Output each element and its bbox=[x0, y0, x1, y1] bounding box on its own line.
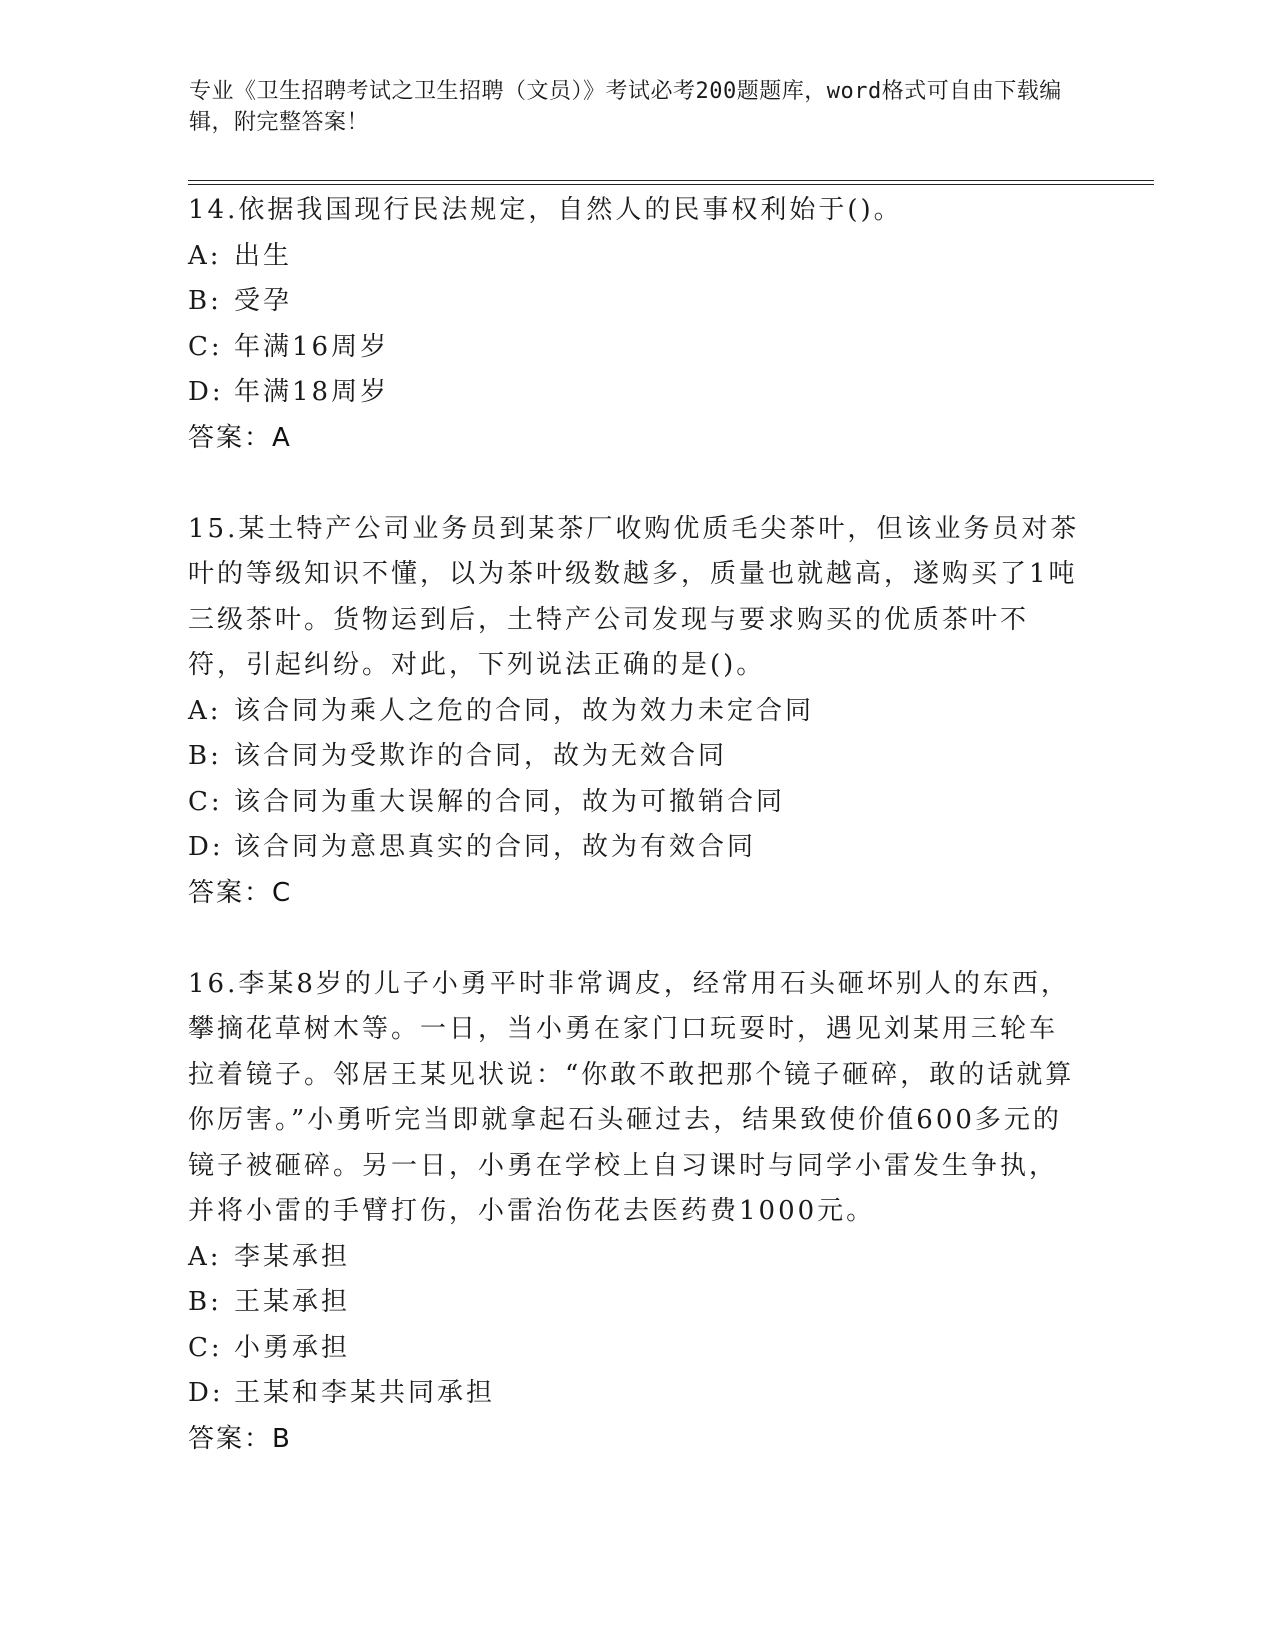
option-key: D: bbox=[188, 1378, 224, 1408]
option-a bbox=[188, 234, 1088, 280]
answer-line: 答案：C bbox=[188, 877, 293, 908]
question-16 bbox=[188, 962, 1088, 1463]
option-text: 王某和李某共同承担 bbox=[234, 1378, 496, 1408]
option-key: A: bbox=[188, 240, 222, 271]
option-d bbox=[188, 1371, 1088, 1417]
option-key: B: bbox=[188, 286, 222, 316]
answer-line: 答案：A bbox=[188, 422, 292, 453]
option-text: 小勇承担 bbox=[234, 1332, 351, 1363]
header-divider-bottom bbox=[188, 184, 1154, 185]
option-b bbox=[188, 279, 1088, 325]
question-stem: 15.某土特产公司业务员到某茶厂收购优质毛尖茶叶，但该业务员对茶叶的等级知识不懂，以为茶叶级数越多，质量也就越高，遂购买了1吨三级茶叶。货物运到后，土特产公司发现与要求购买的优质茶叶不符，引起纠纷。对此，下列说法正确的是()。 bbox=[188, 513, 1080, 680]
option-key: D: bbox=[188, 832, 224, 862]
option-c bbox=[188, 780, 1088, 826]
option-text: 年满16周岁 bbox=[234, 331, 390, 362]
option-key: C: bbox=[188, 1332, 223, 1363]
option-key: A: bbox=[188, 695, 222, 726]
option-text: 该合同为受欺诈的合同，故为无效合同 bbox=[234, 741, 728, 771]
option-a bbox=[188, 689, 1088, 735]
question-14 bbox=[188, 188, 1088, 461]
option-b bbox=[188, 1280, 1088, 1326]
question-stem: 14.依据我国现行民法规定，自然人的民事权利始于()。 bbox=[188, 195, 903, 225]
option-text: 该合同为意思真实的合同，故为有效合同 bbox=[234, 832, 757, 862]
option-c bbox=[188, 325, 1088, 371]
option-key: C: bbox=[188, 331, 223, 362]
option-key: A: bbox=[188, 1241, 222, 1272]
answer-line: 答案：B bbox=[188, 1423, 292, 1454]
option-d bbox=[188, 825, 1088, 871]
option-key: B: bbox=[188, 741, 222, 771]
header-divider-top bbox=[188, 180, 1154, 181]
option-key: B: bbox=[188, 1287, 222, 1317]
option-d bbox=[188, 370, 1088, 416]
option-b bbox=[188, 734, 1088, 780]
option-c bbox=[188, 1326, 1088, 1372]
option-text: 该合同为乘人之危的合同，故为效力未定合同 bbox=[234, 695, 815, 726]
document-intro: 专业《卫生招聘考试之卫生招聘（文员）》考试必考200题题库，word格式可自由下载编辑，附完整答案！ bbox=[189, 79, 1062, 135]
option-text: 受孕 bbox=[234, 286, 293, 316]
option-key: D: bbox=[188, 377, 224, 407]
question-spacer bbox=[188, 461, 1088, 507]
option-text: 年满18周岁 bbox=[234, 377, 390, 407]
question-list bbox=[188, 188, 1088, 1462]
question-15 bbox=[188, 507, 1088, 917]
option-key: C: bbox=[188, 786, 223, 817]
question-spacer bbox=[188, 916, 1088, 962]
option-text: 王某承担 bbox=[234, 1287, 351, 1317]
option-text: 该合同为重大误解的合同，故为可撤销合同 bbox=[234, 786, 786, 817]
option-text: 李某承担 bbox=[234, 1241, 351, 1272]
question-stem: 16.李某8岁的儿子小勇平时非常调皮，经常用石头砸坏别人的东西，攀摘花草树木等。一日，当小勇在家门口玩耍时，遇见刘某用三轮车拉着镜子。邻居王某见状说：“你敢不敢把那个镜子砸碎，敢的话就算你厉害。”小勇听完当即就拿起石头砸过去，结果致使价值600多元的镜子被砸碎。另一日，小勇在学校上自习课时与同学小雷发生争执，并将小雷的手臂打伤，小雷治伤花去医药费1000元。 bbox=[188, 968, 1075, 1226]
option-a bbox=[188, 1235, 1088, 1281]
option-text: 出生 bbox=[234, 240, 293, 271]
